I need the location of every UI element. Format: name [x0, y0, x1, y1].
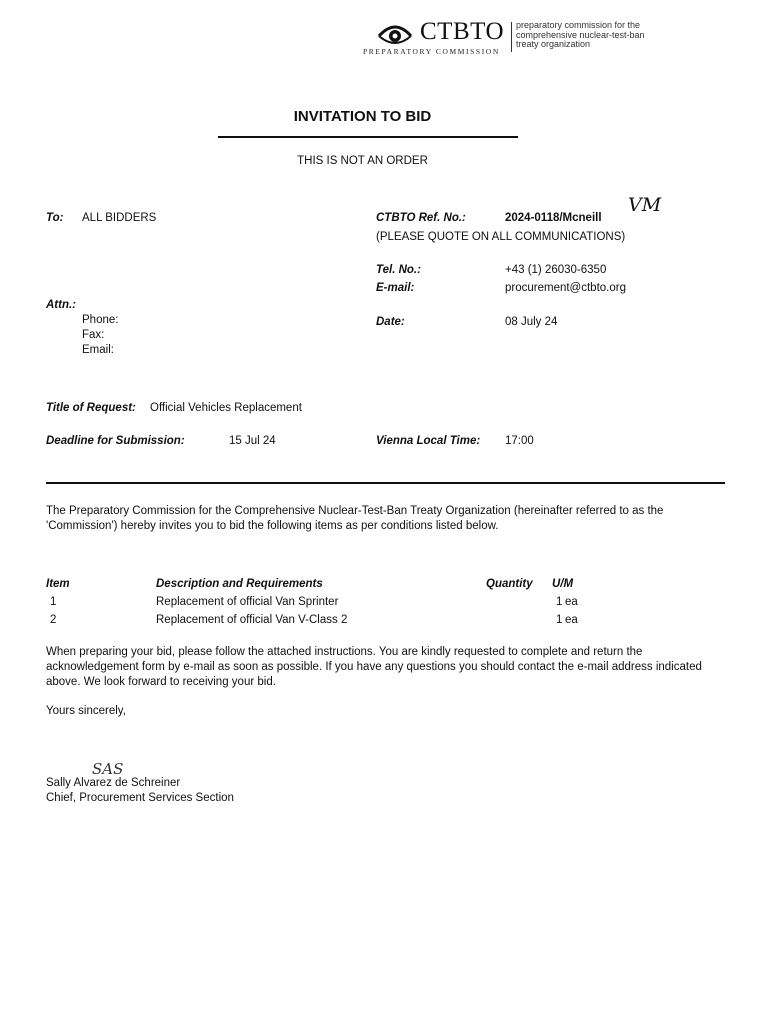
- instructions-paragraph: When preparing your bid, please follow the attached instructions. You are kindly requested to complete and return the acknowledgement form by e-mail as soon as possible. If you have any questions you should contact the e-mail address indicated above. We look forward to receiving your bid.: [46, 646, 702, 688]
- document-subtitle: THIS IS NOT AN ORDER: [297, 155, 428, 167]
- tel-label: Tel. No.:: [376, 264, 421, 276]
- header-quantity: Quantity: [486, 578, 533, 590]
- deadline-label: Deadline for Submission:: [46, 435, 185, 447]
- signatory-name: Sally Alvarez de Schreiner: [46, 777, 181, 789]
- vienna-time-value: 17:00: [505, 435, 534, 447]
- document-title: INVITATION TO BID: [293, 108, 432, 125]
- email-ref-label: E-mail:: [376, 282, 415, 294]
- quote-note: (PLEASE QUOTE ON ALL COMMUNICATIONS): [376, 231, 626, 243]
- email-label: Email:: [82, 344, 114, 356]
- row-item: 2: [50, 614, 57, 626]
- date-value: 08 July 24: [505, 316, 558, 328]
- handwritten-initials: VM: [628, 194, 662, 216]
- title-of-request-label: Title of Request:: [46, 402, 136, 414]
- header-um: U/M: [552, 578, 574, 590]
- ctbto-eye-icon: [377, 20, 413, 48]
- logo-subtitle: PREPARATORY COMMISSION: [363, 47, 500, 56]
- ref-value: 2024-0118/Mcneill: [505, 212, 602, 224]
- intro-paragraph: The Preparatory Commission for the Comprehensive Nuclear-Test-Ban Treaty Organization (hereinafter referred to as the 'Commission') hereby invites you to bid the following items as per conditions listed below.: [46, 505, 664, 532]
- tel-value: +43 (1) 26030-6350: [505, 264, 607, 276]
- signatory-position: Chief, Procurement Services Section: [46, 792, 234, 804]
- header-description: Description and Requirements: [156, 578, 323, 590]
- title-of-request-value: Official Vehicles Replacement: [150, 402, 302, 414]
- row-um: ea: [565, 614, 578, 626]
- logo-text: CTBTO: [420, 18, 504, 45]
- row-quantity: 1: [556, 596, 563, 608]
- row-um: ea: [565, 596, 578, 608]
- date-label: Date:: [376, 316, 405, 328]
- logo-divider: [511, 22, 512, 52]
- email-value: procurement@ctbto.org: [505, 282, 626, 294]
- row-description: Replacement of official Van V-Class 2: [156, 614, 348, 626]
- header-item: Item: [46, 578, 70, 590]
- section-divider: [46, 482, 725, 484]
- attn-label: Attn.:: [46, 299, 77, 311]
- row-description: Replacement of official Van Sprinter: [156, 596, 339, 608]
- title-underline: [218, 136, 518, 138]
- deadline-value: 15 Jul 24: [229, 435, 276, 447]
- signature-initials: SAS: [92, 760, 124, 778]
- row-item: 1: [50, 596, 57, 608]
- ref-label: CTBTO Ref. No.:: [376, 212, 466, 224]
- to-value: ALL BIDDERS: [82, 212, 157, 224]
- vienna-time-label: Vienna Local Time:: [376, 435, 481, 447]
- to-label: To:: [46, 212, 64, 224]
- row-quantity: 1: [556, 614, 563, 626]
- phone-label: Phone:: [82, 314, 119, 326]
- fax-label: Fax:: [82, 329, 105, 341]
- closing: Yours sincerely,: [46, 705, 126, 717]
- logo-tagline: preparatory commission for the comprehensive nuclear-test-ban treaty organization: [516, 20, 645, 49]
